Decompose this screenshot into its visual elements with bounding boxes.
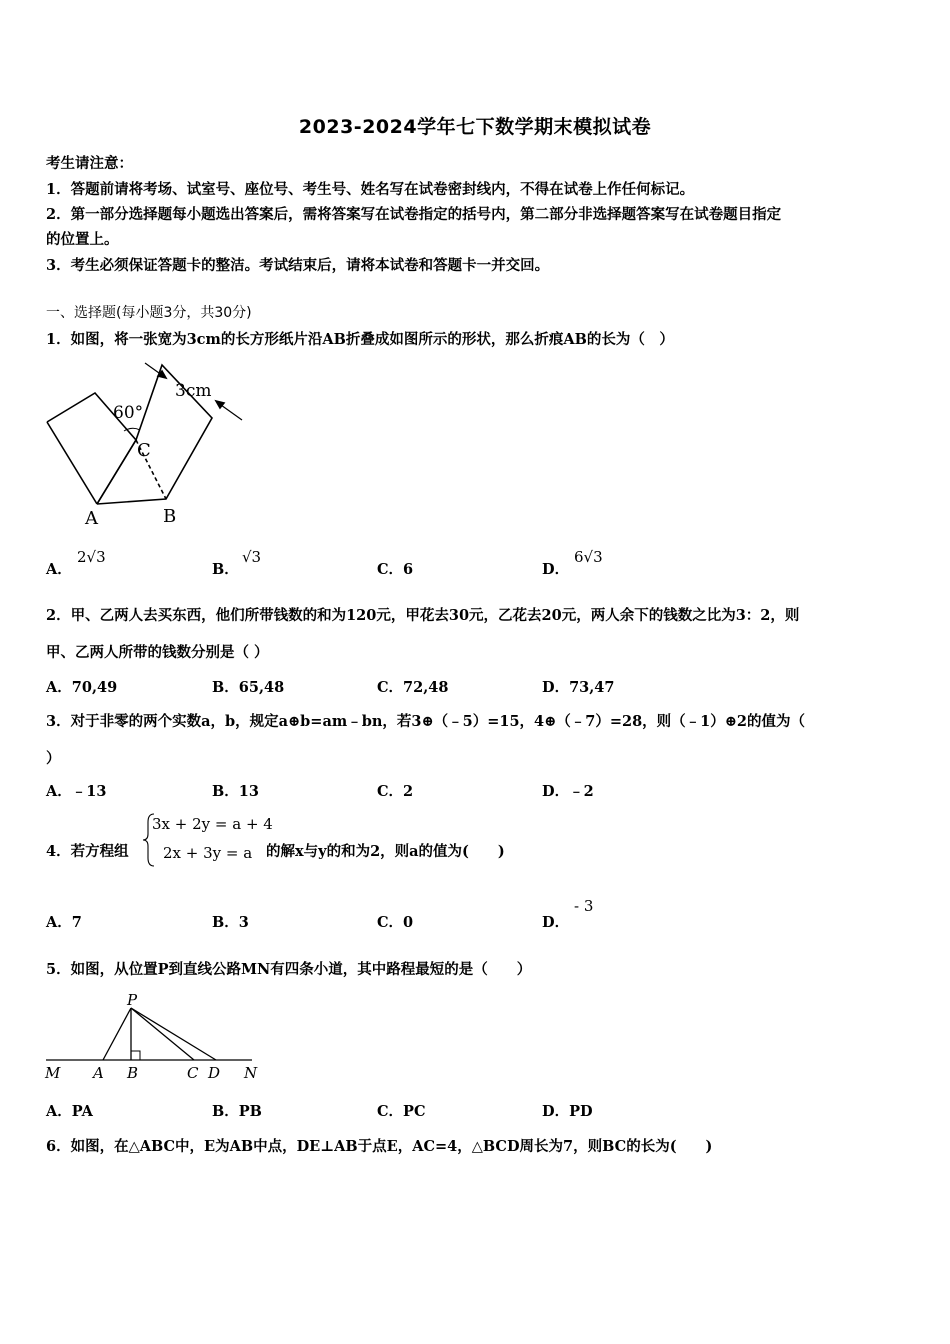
q1-label-c: C [137, 440, 151, 461]
q5-right-angle-mark [131, 1051, 140, 1060]
q3-option-b-value: 13 [238, 783, 259, 800]
q4-stem-prefix: 4．若方程组 [46, 843, 129, 860]
q5-label-c: C [187, 1064, 199, 1082]
q3-stem-line1: 3．对于非零的两个实数a，b，规定a⊕b=am﹣bn，若3⊕（﹣5）=15，4⊕（﹣7）=28，则（﹣1）⊕2的值为（ [46, 713, 806, 730]
q1-option-d-value: 6√3 [574, 548, 603, 566]
q1-stem: 1．如图，将一张宽为3cm的长方形纸片沿AB折叠成如图所示的形状，那么折痕AB的长为（ ） [46, 331, 674, 348]
q5-label-d: D [208, 1064, 221, 1082]
q2-option-b[interactable] [212, 676, 284, 697]
q1-option-a-value: 2√3 [77, 548, 106, 566]
q5-paths-figure [44, 988, 269, 1083]
q2-option-c-value: 72,48 [403, 679, 449, 696]
q3-option-d-value: ﹣2 [569, 783, 594, 800]
q4-stem-suffix: 的解x与y的和为2，则a的值为( ) [266, 843, 505, 860]
q2-stem-line1: 2．甲、乙两人去买东西，他们所带钱数的和为120元，甲花去30元，乙花去20元，两人余下的钱数之比为3：2，则 [46, 607, 800, 624]
q5-option-d[interactable] [542, 1100, 593, 1121]
q5-path-pa [103, 1008, 131, 1060]
q2-option-d[interactable] [542, 676, 614, 697]
notice-heading: 考生请注意： [46, 155, 133, 172]
q3-option-d-letter: D． [542, 783, 570, 800]
q3-option-c[interactable] [377, 780, 413, 801]
q5-label-n: N [244, 1064, 258, 1082]
q1-label-a: A [85, 508, 98, 529]
q3-option-a[interactable] [46, 780, 106, 801]
q5-option-d-letter: D． [542, 1103, 570, 1120]
q2-stem-line2: 甲、乙两人所带的钱数分别是（ ） [46, 644, 269, 661]
q1-label-b: B [163, 506, 177, 527]
q1-fold-line [97, 440, 136, 504]
q5-option-c-value: PC [403, 1103, 426, 1120]
q1-option-b-letter[interactable]: B． [212, 561, 239, 578]
q1-paper-left-bottom [47, 422, 97, 504]
q3-option-a-letter: A． [46, 783, 72, 800]
q4-option-b-value: 3 [238, 914, 249, 931]
q5-option-d-value: PD [569, 1103, 593, 1120]
section-heading: 一、选择题(每小题3分，共30分) [46, 305, 252, 321]
q2-option-a-letter: A． [46, 679, 72, 696]
q2-option-a[interactable] [46, 676, 117, 697]
q1-option-c-letter: C． [377, 561, 404, 578]
q3-option-c-value: 2 [403, 783, 414, 800]
notice-item-3: 3．考生必须保证答题卡的整洁。考试结束后，请将本试卷和答题卡一并交回。 [46, 257, 550, 274]
q5-stem: 5．如图，从位置P到直线公路MN有四条小道，其中路程最短的是（ ） [46, 961, 532, 978]
q6-stem: 6．如图，在△ABC中，E为AB中点，DE⊥AB于点E，AC=4，△BCD周长为7，则BC的长为( ) [46, 1138, 713, 1155]
q3-option-b-letter: B． [212, 783, 239, 800]
q2-option-c-letter: C． [377, 679, 404, 696]
q4-option-c-letter: C． [377, 914, 404, 931]
q1-option-c-value: 6 [403, 561, 414, 578]
q3-option-c-letter: C． [377, 783, 404, 800]
notice-item-2-cont: 的位置上。 [46, 231, 119, 248]
q5-option-a-value: PA [71, 1103, 93, 1120]
q1-label-angle: 60° [113, 403, 144, 423]
q1-label-width: 3cm [175, 381, 212, 401]
q4-equation-2: 2x + 3y = a [163, 844, 253, 862]
page-title: 2023-2024学年七下数学期末模拟试卷 [298, 116, 652, 138]
q4-option-d-letter[interactable]: D． [542, 914, 570, 931]
q5-option-b[interactable] [212, 1100, 262, 1121]
q5-path-pd [131, 1008, 216, 1060]
q5-label-b: B [127, 1064, 139, 1082]
q5-option-b-letter: B． [212, 1103, 239, 1120]
q4-option-a-letter: A． [46, 914, 72, 931]
notice-item-1: 1．答题前请将考场、试室号、座位号、考生号、姓名写在试卷密封线内，不得在试卷上作任何标记。 [46, 181, 695, 198]
q5-option-a-letter: A． [46, 1103, 72, 1120]
q3-option-a-value: ﹣13 [71, 783, 107, 800]
q4-option-c-value: 0 [403, 914, 414, 931]
q2-option-d-letter: D． [542, 679, 570, 696]
q5-option-a[interactable] [46, 1100, 93, 1121]
notice-item-2: 2．第一部分选择题每小题选出答案后，需将答案写在试卷指定的括号内，第二部分非选择题答案写在试卷题目指定 [46, 206, 782, 223]
q2-option-b-letter: B． [212, 679, 239, 696]
q1-folded-paper-figure [40, 360, 260, 535]
q5-label-p: P [127, 991, 138, 1009]
q2-option-c[interactable] [377, 676, 448, 697]
q5-option-c[interactable] [377, 1100, 426, 1121]
q2-option-d-value: 73,47 [569, 679, 615, 696]
q4-option-b[interactable] [212, 911, 249, 932]
q4-option-c[interactable] [377, 911, 413, 932]
q2-option-b-value: 65,48 [238, 679, 285, 696]
q2-option-a-value: 70,49 [71, 679, 118, 696]
q1-dim-arrow-right [221, 405, 242, 420]
q5-label-m: M [45, 1064, 61, 1082]
q1-option-a-letter[interactable]: A． [46, 561, 72, 578]
q1-option-b-value: √3 [242, 548, 262, 566]
q4-option-b-letter: B． [212, 914, 239, 931]
q1-option-d-letter[interactable]: D． [542, 561, 570, 578]
q4-option-a[interactable] [46, 911, 82, 932]
q5-label-a: A [93, 1064, 104, 1082]
q3-option-d[interactable] [542, 780, 594, 801]
q4-equation-1: 3x + 2y = a + 4 [152, 815, 273, 833]
q5-option-b-value: PB [238, 1103, 262, 1120]
q4-option-a-value: 7 [71, 914, 82, 931]
q3-option-b[interactable] [212, 780, 259, 801]
q5-option-c-letter: C． [377, 1103, 404, 1120]
q3-stem-line2: ） [46, 750, 61, 767]
q4-option-d-value: - 3 [574, 897, 594, 915]
q1-option-c[interactable] [377, 558, 413, 579]
